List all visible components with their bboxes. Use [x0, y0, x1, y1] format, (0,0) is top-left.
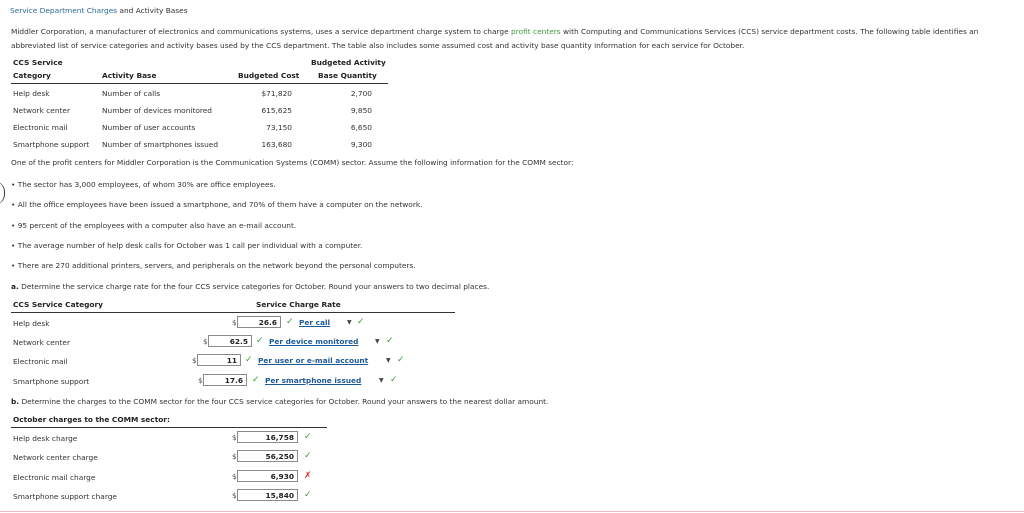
part-a-question: a. Determine the service charge rate for the four CCS service categories for October. Round your answers to two decimal places.	[11, 282, 490, 291]
check-icon: ✓	[286, 317, 294, 327]
bullet-item: • There are 270 additional printers, servers, and peripherals on the network beyond the personal computers.	[11, 261, 416, 270]
bullet-item: • The sector has 3,000 employees, of whom 30% are office employees.	[11, 180, 276, 189]
bullet-item: • The average number of help desk calls for October was 1 call per individual with a computer.	[11, 241, 363, 250]
part-b-heading: October charges to the COMM sector:	[13, 415, 170, 424]
row-quantity: 6,650	[350, 123, 372, 132]
intro-paragraph	[11, 25, 1015, 53]
rate-row-label: Help desk	[13, 319, 50, 328]
bullet-item: • 95 percent of the employees with a computer also have an e-mail account.	[11, 221, 297, 230]
charge-row-label: Smartphone support charge	[13, 492, 117, 501]
row-category: Network center	[13, 106, 70, 115]
row-cost: $71,820	[261, 89, 292, 98]
row-activity-base: Number of smartphones issued	[102, 140, 219, 149]
row-activity-base: Number of user accounts	[102, 123, 196, 132]
row-cost: 73,150	[266, 123, 292, 132]
col-budgeted-activity: Budgeted Activity	[311, 58, 386, 67]
title-main: Service Department Charges	[10, 6, 118, 15]
check-icon: ✓	[397, 355, 405, 365]
title-suffix: and Activity Bases	[117, 6, 188, 15]
page-title	[10, 6, 188, 15]
row-cost: 615,625	[261, 106, 292, 115]
charge-row-label: Help desk charge	[13, 434, 78, 443]
currency-symbol: $	[232, 491, 237, 500]
rate-input-network-center[interactable]: 62.5	[208, 335, 252, 347]
chevron-down-icon[interactable]: ▼	[375, 338, 380, 345]
charge-input-electronic-mail[interactable]: 6,930	[237, 470, 298, 482]
comm-intro: One of the profit centers for Middler Corporation is the Communication Systems (COMM) sector. Assume the following information for the COMM sector:	[11, 158, 574, 167]
row-quantity: 9,300	[350, 140, 372, 149]
chevron-down-icon[interactable]: ▼	[386, 357, 391, 364]
check-icon: ✓	[245, 355, 253, 365]
intro-text-after: with Computing and Communications Services (CCS) service department costs. The following table identifies an abbreviated list of service categories and activity bases used by the CCS department. The table also includes some assumed cost and activity base quantity information for each service for October.	[11, 27, 979, 50]
table-header-rule	[11, 83, 388, 84]
unit-select-electronic-mail[interactable]: Per user or e-mail account	[258, 356, 369, 365]
part-a-label: a.	[11, 282, 19, 291]
row-category: Smartphone support	[13, 140, 90, 149]
currency-symbol: $	[232, 472, 237, 481]
chevron-down-icon[interactable]: ▼	[379, 377, 384, 384]
charge-input-network-center[interactable]: 56,250	[237, 450, 298, 462]
unit-select-network-center[interactable]: Per device monitored	[269, 337, 359, 346]
charge-row-label: Network center charge	[13, 453, 98, 462]
row-cost: 163,680	[261, 140, 292, 149]
check-icon: ✓	[386, 336, 394, 346]
currency-symbol: $	[232, 318, 237, 327]
currency-symbol: $	[198, 376, 203, 385]
row-category: Electronic mail	[13, 123, 68, 132]
rate-row-label: Smartphone support	[13, 377, 90, 386]
part-b-question: b. Determine the charges to the COMM sector for the four CCS service categories for October. Round your answers to the nearest dollar amount.	[11, 397, 549, 406]
col-service-charge-rate: Service Charge Rate	[256, 300, 341, 309]
part-b-label: b.	[11, 397, 20, 406]
check-icon: ✓	[304, 451, 312, 461]
col-activity-base: Activity Base	[102, 71, 157, 80]
check-icon: ✓	[304, 490, 312, 500]
col-budgeted-cost: Budgeted Cost	[238, 71, 300, 80]
check-icon: ✓	[357, 317, 365, 327]
currency-symbol: $	[232, 452, 237, 461]
part-b-header-rule	[11, 427, 327, 428]
col-category: Category	[13, 71, 51, 80]
row-quantity: 9,850	[350, 106, 372, 115]
row-activity-base: Number of calls	[102, 89, 161, 98]
currency-symbol: $	[203, 337, 208, 346]
check-icon: ✓	[390, 375, 398, 385]
charge-row-label: Electronic mail charge	[13, 473, 96, 482]
currency-symbol: $	[192, 356, 197, 365]
part-a-header-rule	[11, 312, 455, 313]
check-icon: ✓	[304, 432, 312, 442]
chevron-down-icon[interactable]: ▼	[347, 319, 352, 326]
charge-input-smartphone-support[interactable]: 15,840	[237, 489, 298, 501]
cross-icon: ✗	[304, 471, 312, 481]
bullet-item: • All the office employees have been issued a smartphone, and 70% of them have a computer on the network.	[11, 200, 423, 209]
row-category: Help desk	[13, 89, 50, 98]
check-icon: ✓	[252, 375, 260, 385]
unit-select-smartphone-support[interactable]: Per smartphone issued	[265, 376, 362, 385]
col-ccs-service: CCS Service	[13, 58, 63, 67]
row-quantity: 2,700	[350, 89, 372, 98]
rate-row-label: Network center	[13, 338, 70, 347]
rate-input-smartphone-support[interactable]: 17.6	[203, 374, 247, 386]
rate-input-electronic-mail[interactable]: 11	[197, 354, 241, 366]
bottom-divider	[0, 511, 1024, 512]
currency-symbol: $	[232, 433, 237, 442]
profit-centers-link[interactable]: profit centers	[511, 27, 561, 36]
row-activity-base: Number of devices monitored	[102, 106, 212, 115]
intro-text-before: Middler Corporation, a manufacturer of electronics and communications systems, uses a service department charge system to charge	[11, 27, 512, 36]
col-base-quantity: Base Quantity	[318, 71, 377, 80]
rate-input-help-desk[interactable]: 26.6	[237, 316, 281, 328]
unit-select-help-desk[interactable]: Per call	[299, 318, 331, 327]
col-ccs-service-category: CCS Service Category	[13, 300, 103, 309]
side-marker	[0, 181, 5, 205]
charge-input-help-desk[interactable]: 16,758	[237, 431, 298, 443]
check-icon: ✓	[256, 336, 264, 346]
rate-row-label: Electronic mail	[13, 357, 68, 366]
